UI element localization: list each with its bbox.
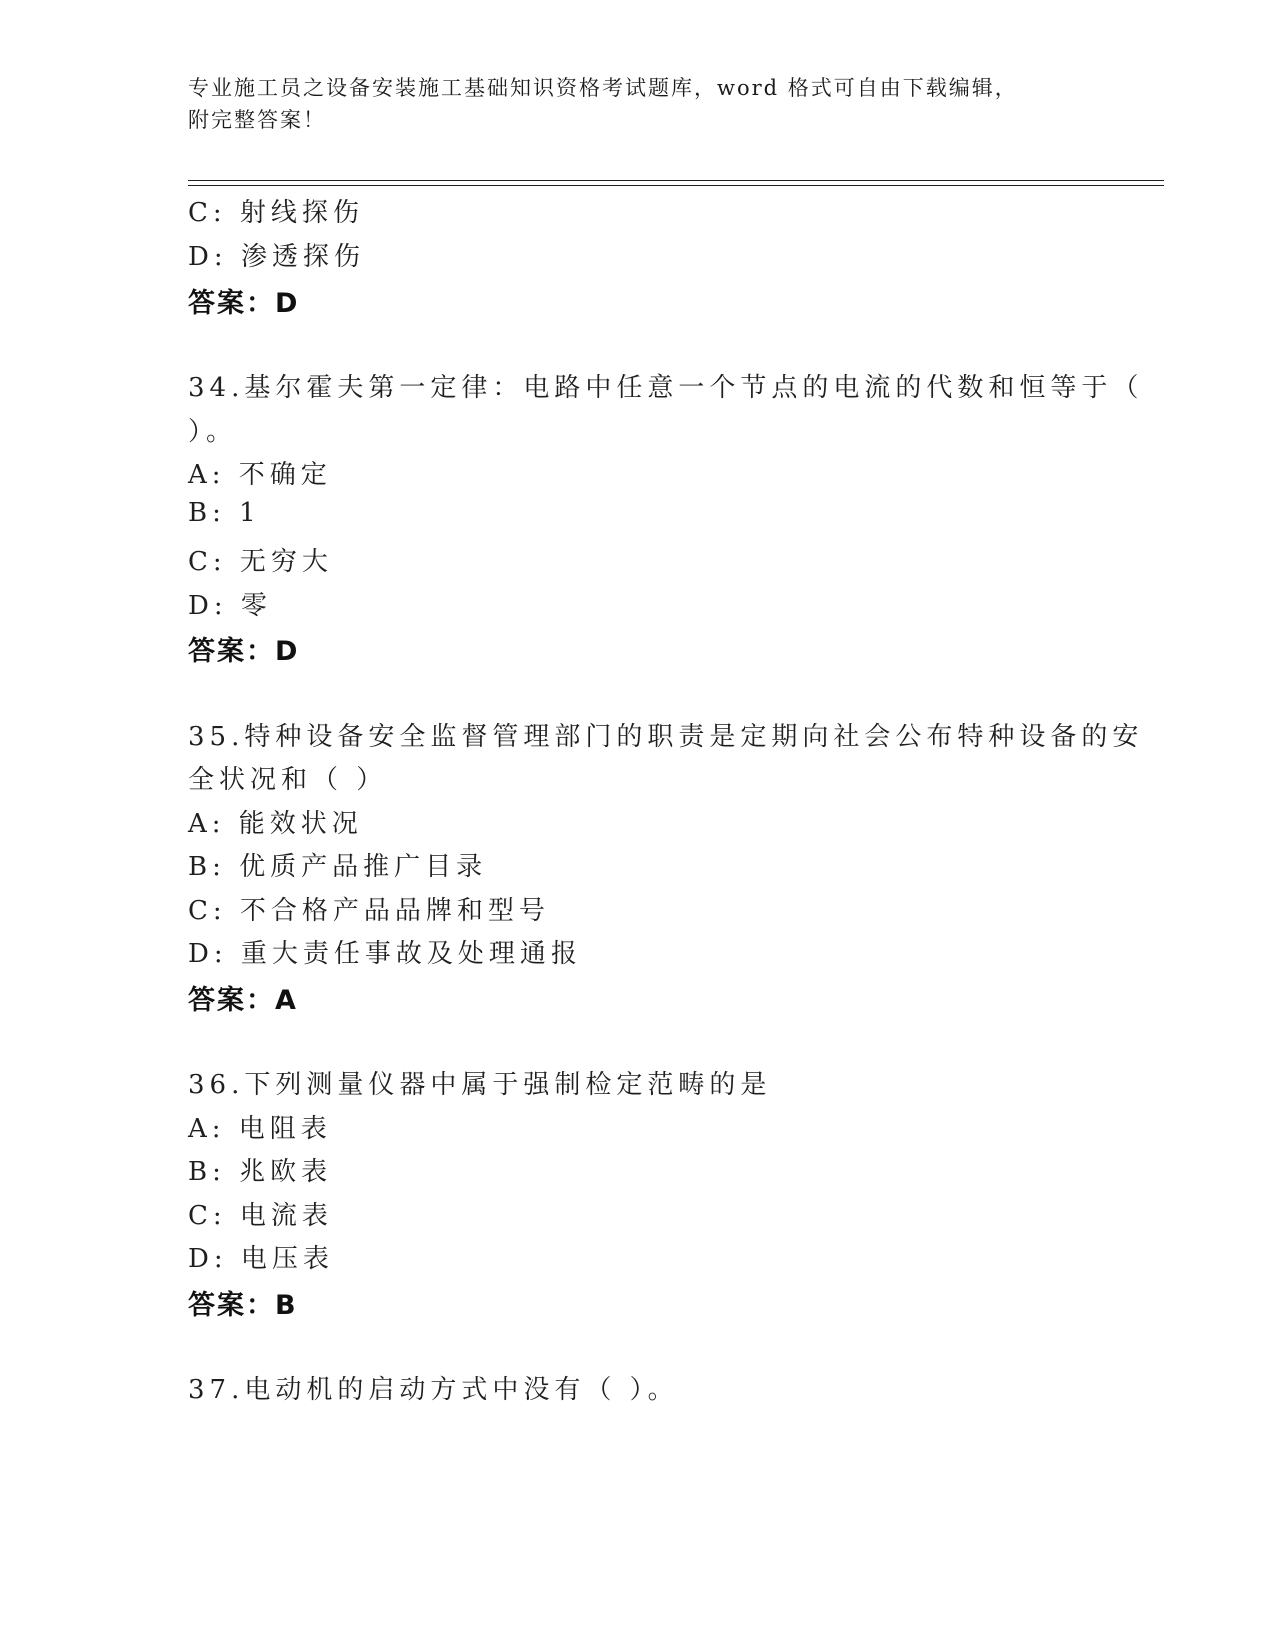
header-line-1: 专业施工员之设备安装施工基础知识资格考试题库，word 格式可自由下载编辑， (188, 76, 1018, 100)
document-header (188, 72, 1068, 136)
option-c: C: 射线探伤 (188, 198, 364, 228)
question-35-stem-cont: 全状况和（ ） (188, 765, 388, 795)
question-34-stem-cont: ）。 (188, 417, 238, 447)
question-36-stem: 36.下列测量仪器中属于强制检定范畴的是 (188, 1070, 772, 1100)
question-35-stem: 35.特种设备安全监督管理部门的职责是定期向社会公布特种设备的安 (188, 722, 1144, 752)
question-36-option-a: A: 电阻表 (188, 1114, 332, 1144)
header-line-2: 附完整答案！ (188, 108, 326, 132)
answer: 答案：D (188, 288, 300, 319)
question-34-option-d: D: 零 (188, 591, 272, 621)
question-36-option-d: D: 电压表 (188, 1244, 334, 1274)
question-37-stem: 37.电动机的启动方式中没有（ ）。 (188, 1375, 679, 1405)
question-35-option-d: D: 重大责任事故及处理通报 (188, 939, 582, 969)
question-34-option-c: C: 无穷大 (188, 547, 333, 577)
question-34-option-b: B: 1 (188, 498, 261, 528)
question-36-option-c: C: 电流表 (188, 1201, 333, 1231)
question-36-option-b: B: 兆欧表 (188, 1157, 333, 1187)
question-36-answer: 答案：B (188, 1290, 298, 1321)
question-34-option-a: A: 不确定 (188, 460, 332, 490)
question-34-stem: 34.基尔霍夫第一定律：电路中任意一个节点的电流的代数和恒等于（ (188, 373, 1144, 403)
option-d: D: 渗透探伤 (188, 242, 365, 272)
question-35-answer: 答案：A (188, 985, 298, 1016)
header-divider-bottom (188, 185, 1164, 186)
question-34-answer: 答案：D (188, 636, 300, 667)
header-divider-top (188, 180, 1164, 181)
question-35-option-c: C: 不合格产品品牌和型号 (188, 896, 550, 926)
question-35-option-a: A: 能效状况 (188, 809, 363, 839)
question-35-option-b: B: 优质产品推广目录 (188, 852, 488, 882)
